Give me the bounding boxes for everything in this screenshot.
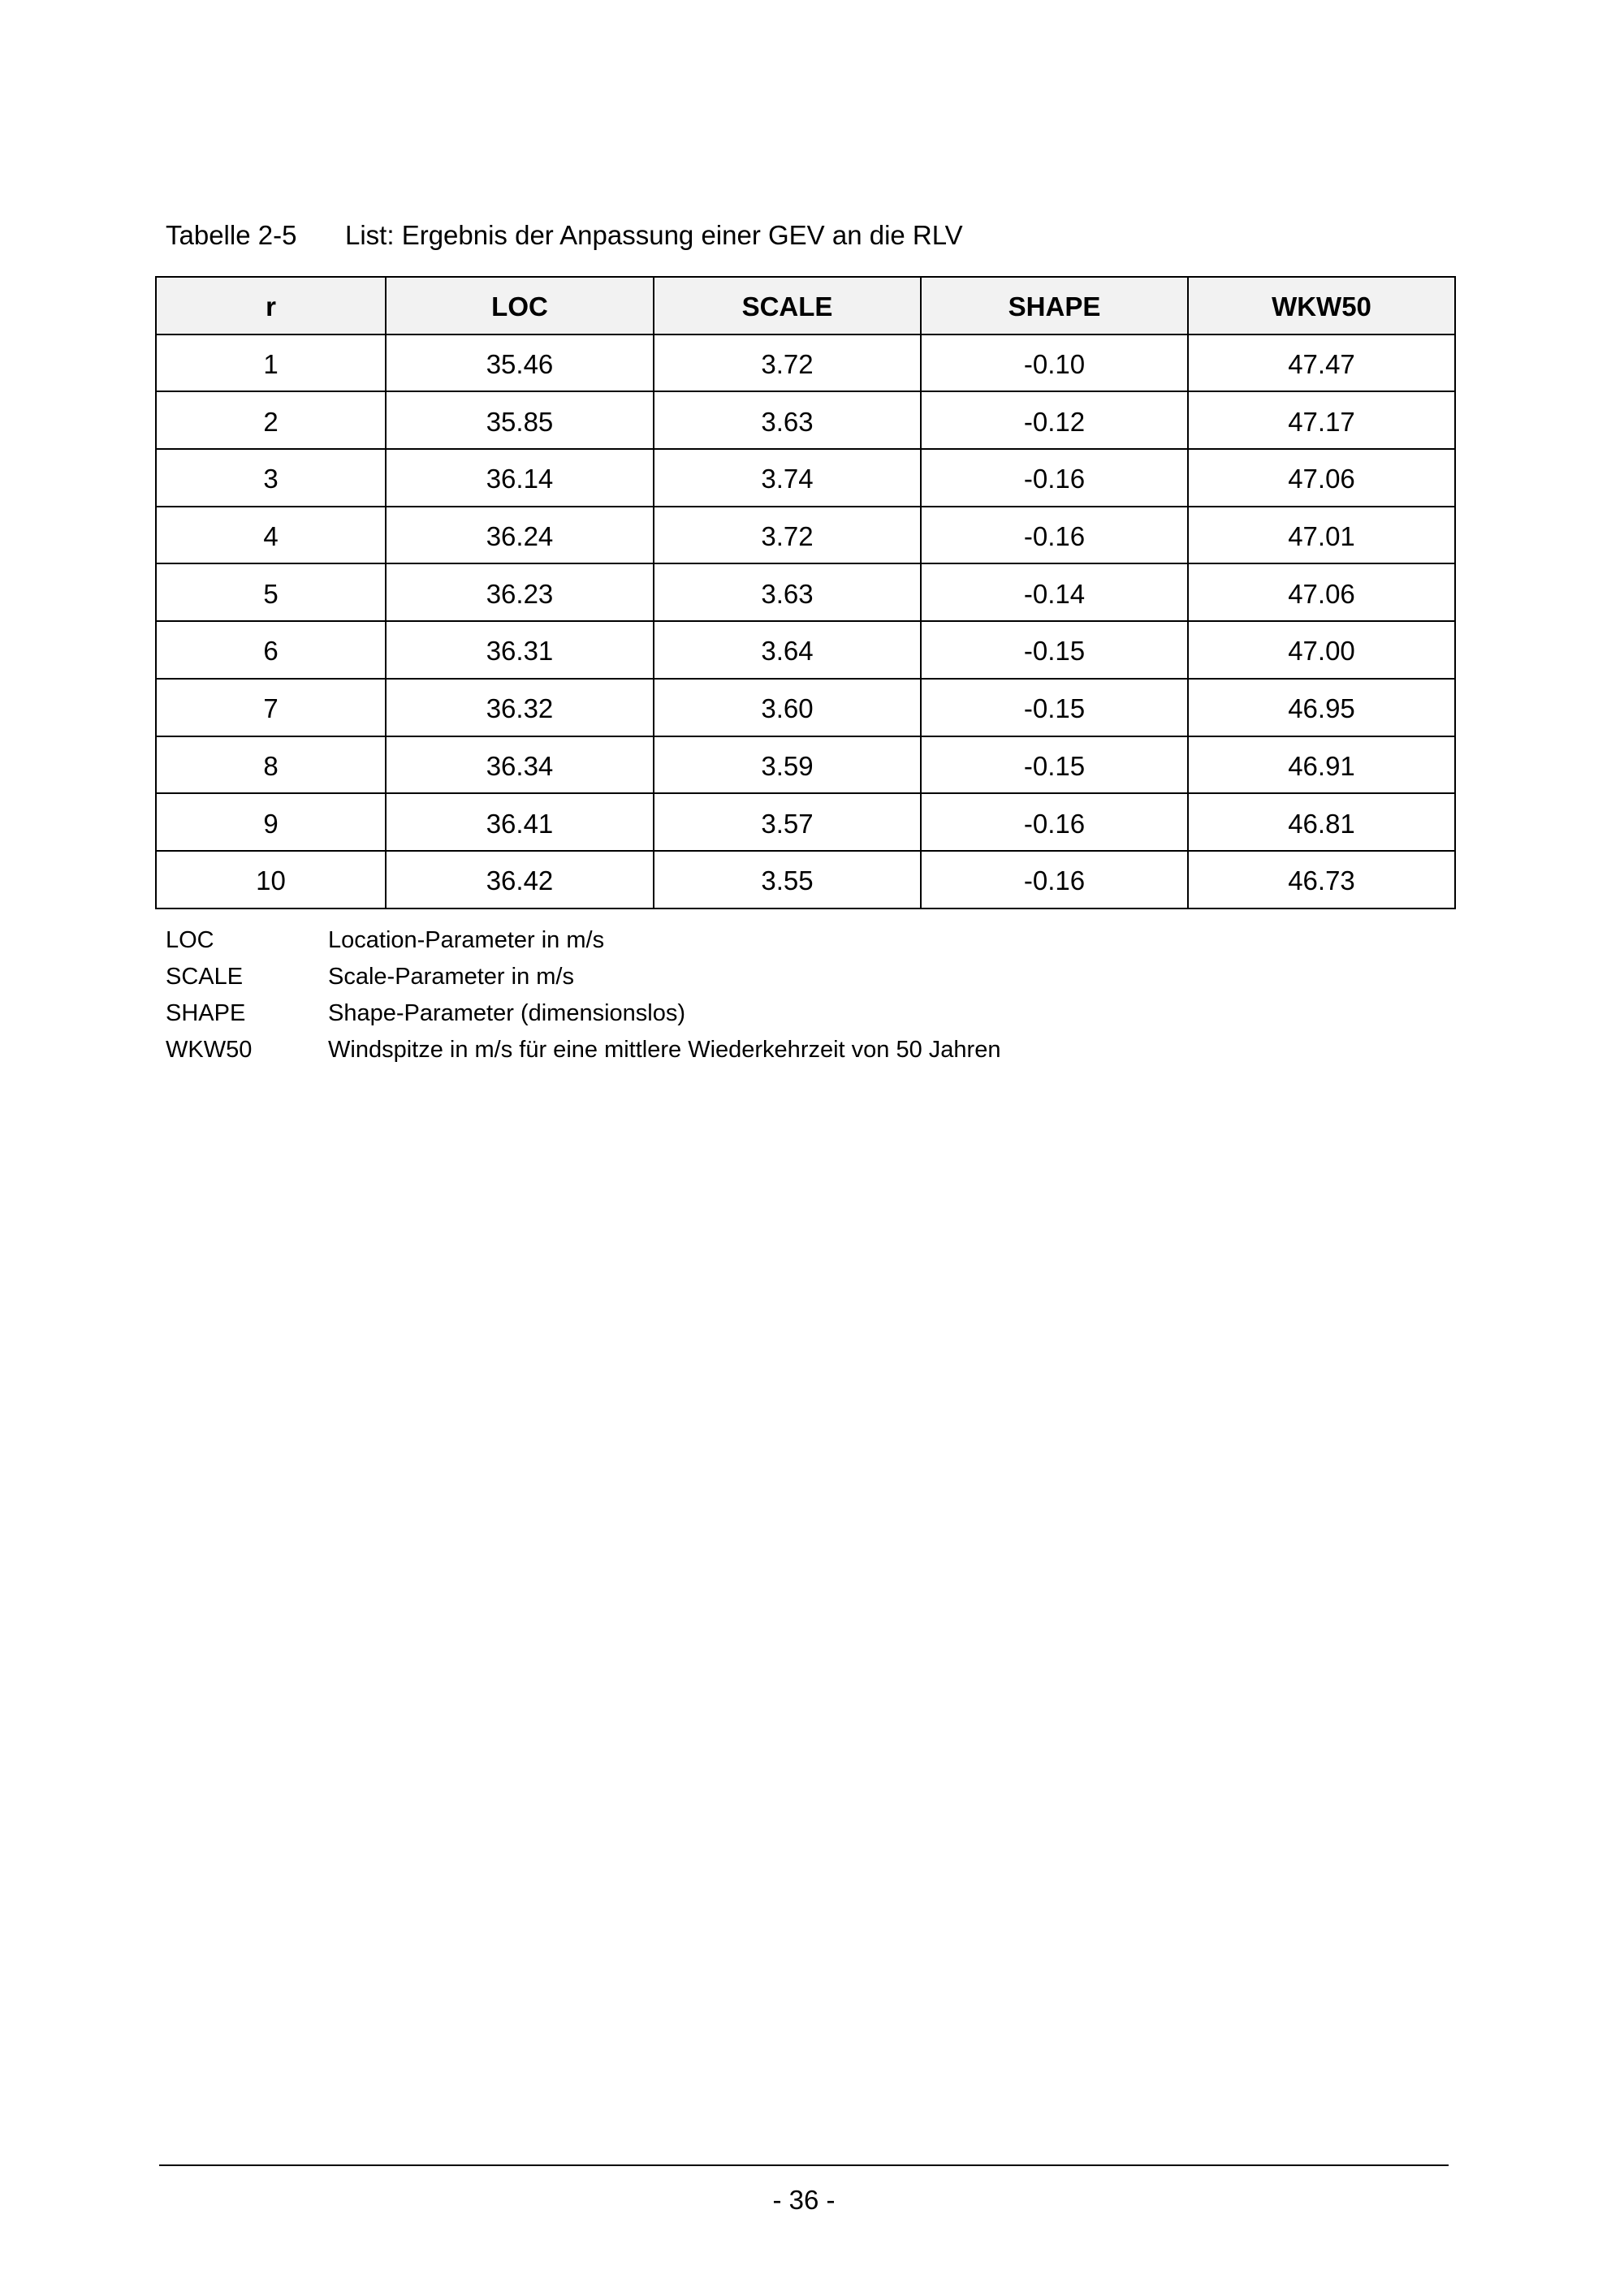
cell-r: 9 (156, 793, 386, 851)
cell-wkw50: 47.06 (1188, 563, 1455, 621)
cell-scale: 3.57 (654, 793, 921, 851)
cell-r: 2 (156, 391, 386, 449)
cell-wkw50: 46.73 (1188, 851, 1455, 908)
cell-r: 1 (156, 334, 386, 392)
cell-shape: -0.16 (921, 793, 1188, 851)
cell-loc: 36.14 (386, 449, 654, 507)
column-header-scale: SCALE (654, 277, 921, 334)
legend-item (0, 922, 1624, 959)
legend-item (0, 959, 1624, 995)
cell-r: 4 (156, 507, 386, 564)
table-row (156, 334, 1455, 392)
cell-shape: -0.12 (921, 391, 1188, 449)
cell-shape: -0.16 (921, 449, 1188, 507)
cell-loc: 36.34 (386, 736, 654, 794)
table-row (156, 621, 1455, 679)
cell-wkw50: 46.91 (1188, 736, 1455, 794)
cell-loc: 36.31 (386, 621, 654, 679)
legend-term: SHAPE (166, 1000, 246, 1026)
cell-r: 3 (156, 449, 386, 507)
cell-shape: -0.14 (921, 563, 1188, 621)
cell-shape: -0.16 (921, 507, 1188, 564)
cell-wkw50: 47.47 (1188, 334, 1455, 392)
cell-scale: 3.55 (654, 851, 921, 908)
cell-r: 8 (156, 736, 386, 794)
cell-shape: -0.15 (921, 736, 1188, 794)
cell-wkw50: 47.00 (1188, 621, 1455, 679)
legend-term: WKW50 (166, 1037, 253, 1063)
table-row (156, 851, 1455, 908)
cell-r: 5 (156, 563, 386, 621)
column-header-loc: LOC (386, 277, 654, 334)
column-header-r: r (156, 277, 386, 334)
table-legend (0, 922, 1624, 1068)
cell-loc: 36.24 (386, 507, 654, 564)
cell-r: 7 (156, 679, 386, 736)
legend-description: Scale-Parameter in m/s (328, 964, 574, 990)
header-row (156, 277, 1455, 334)
cell-loc: 36.41 (386, 793, 654, 851)
cell-shape: -0.10 (921, 334, 1188, 392)
legend-term: LOC (166, 927, 214, 953)
table-row (156, 563, 1455, 621)
cell-loc: 36.23 (386, 563, 654, 621)
cell-shape: -0.15 (921, 621, 1188, 679)
cell-scale: 3.63 (654, 391, 921, 449)
cell-scale: 3.72 (654, 334, 921, 392)
cell-loc: 36.42 (386, 851, 654, 908)
cell-scale: 3.64 (654, 621, 921, 679)
cell-scale: 3.59 (654, 736, 921, 794)
cell-wkw50: 47.01 (1188, 507, 1455, 564)
table-row (156, 507, 1455, 564)
cell-wkw50: 47.06 (1188, 449, 1455, 507)
table-caption (0, 219, 1624, 252)
column-header-shape: SHAPE (921, 277, 1188, 334)
caption-title: List: Ergebnis der Anpassung einer GEV an die RLV (345, 220, 963, 250)
page-number: - 36 - (772, 2185, 836, 2215)
cell-shape: -0.16 (921, 851, 1188, 908)
cell-loc: 35.46 (386, 334, 654, 392)
cell-wkw50: 46.81 (1188, 793, 1455, 851)
table-row (156, 793, 1455, 851)
table-body (156, 334, 1455, 908)
cell-shape: -0.15 (921, 679, 1188, 736)
table-row (156, 391, 1455, 449)
table-row (156, 736, 1455, 794)
table-row (156, 449, 1455, 507)
legend-description: Location-Parameter in m/s (328, 927, 605, 953)
cell-loc: 35.85 (386, 391, 654, 449)
cell-wkw50: 46.95 (1188, 679, 1455, 736)
legend-item (0, 1032, 1624, 1068)
cell-scale: 3.72 (654, 507, 921, 564)
legend-item (0, 995, 1624, 1032)
footer-divider (159, 2164, 1449, 2166)
cell-wkw50: 47.17 (1188, 391, 1455, 449)
caption-label: Tabelle 2-5 (166, 220, 297, 250)
legend-description: Windspitze in m/s für eine mittlere Wiederkehrzeit von 50 Jahren (328, 1037, 1001, 1063)
results-table (155, 276, 1456, 909)
cell-r: 6 (156, 621, 386, 679)
cell-loc: 36.32 (386, 679, 654, 736)
cell-scale: 3.74 (654, 449, 921, 507)
cell-r: 10 (156, 851, 386, 908)
cell-scale: 3.60 (654, 679, 921, 736)
table-header (156, 277, 1455, 334)
table-row (156, 679, 1455, 736)
cell-scale: 3.63 (654, 563, 921, 621)
legend-description: Shape-Parameter (dimensionslos) (328, 1000, 686, 1026)
column-header-wkw50: WKW50 (1188, 277, 1455, 334)
legend-term: SCALE (166, 964, 244, 990)
